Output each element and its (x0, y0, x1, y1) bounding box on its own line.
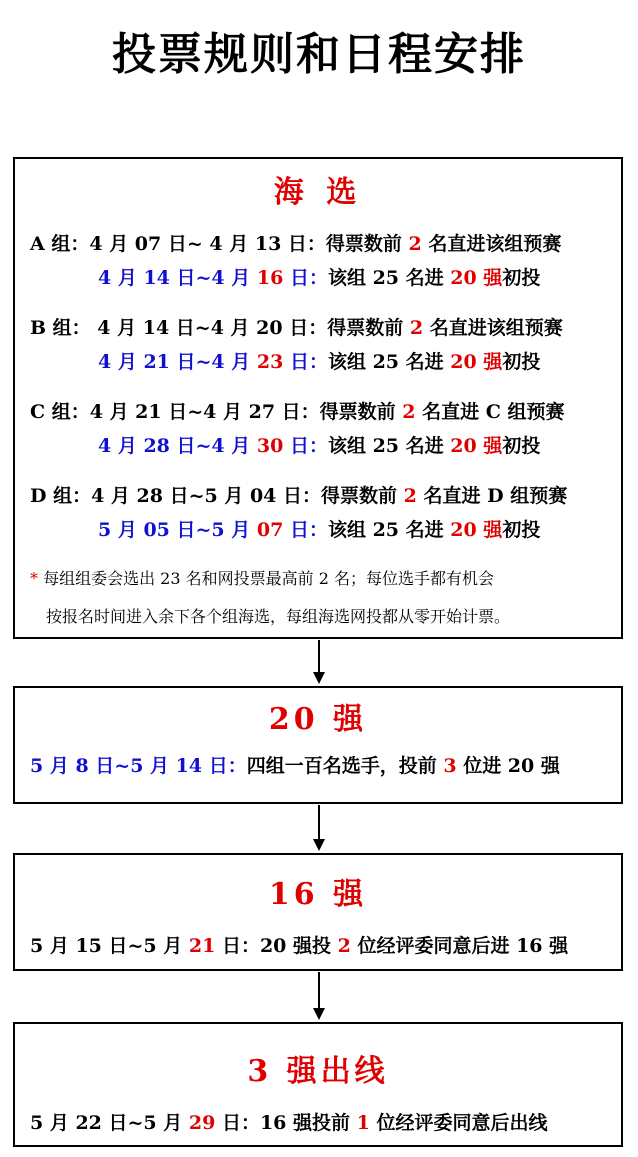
group-b-line2: 4 月 21 日~4 月 23 日：该组 25 名进 20 强初投 (98, 351, 541, 373)
group-d-line1: D 组：4 月 28 日~5 月 04 日：得票数前 2 名直进 D 组预赛 (30, 485, 568, 507)
haixuan-note-line2: 按报名时间进入余下各个组海选，每组海选网投都从零开始计票。 (46, 607, 511, 626)
group-c-line1: C 组：4 月 21 日~4 月 27 日：得票数前 2 名直进 C 组预赛 (30, 401, 565, 423)
arrow-down-icon (313, 839, 325, 851)
arrow-connector (318, 805, 320, 839)
top3-line: 5 月 22 日~5 月 29 日：16 强投前 1 位经评委同意后出线 (30, 1112, 548, 1134)
top16-heading: 16 强 (268, 877, 368, 912)
top16-line: 5 月 15 日~5 月 21 日：20 强投 2 位经评委同意后进 16 强 (30, 935, 569, 957)
top20-line: 5 月 8 日~5 月 14 日：四组一百名选手，投前 3 位进 20 强 (30, 755, 560, 777)
group-a-line1: A 组：4 月 07 日~ 4 月 13 日：得票数前 2 名直进该组预赛 (30, 233, 562, 255)
top3-heading: 3 强出线 (247, 1054, 389, 1089)
haixuan-heading: 海 选 (273, 175, 363, 210)
top20-heading: 20 强 (268, 702, 368, 737)
arrow-connector (318, 640, 320, 672)
group-d-line2: 5 月 05 日~5 月 07 日：该组 25 名进 20 强初投 (98, 519, 541, 541)
arrow-down-icon (313, 1008, 325, 1020)
arrow-down-icon (313, 672, 325, 684)
top20-section (13, 686, 623, 804)
group-b-line1: B 组： 4 月 14 日~4 月 20 日：得票数前 2 名直进该组预赛 (30, 317, 563, 339)
group-c-line2: 4 月 28 日~4 月 30 日：该组 25 名进 20 强初投 (98, 435, 541, 457)
page-title: 投票规则和日程安排 (112, 29, 526, 80)
haixuan-note-line1: * 每组组委会选出 23 名和网投票最高前 2 名；每位选手都有机会 (30, 569, 494, 588)
arrow-connector (318, 972, 320, 1008)
group-a-line2: 4 月 14 日~4 月 16 日：该组 25 名进 20 强初投 (98, 267, 541, 289)
